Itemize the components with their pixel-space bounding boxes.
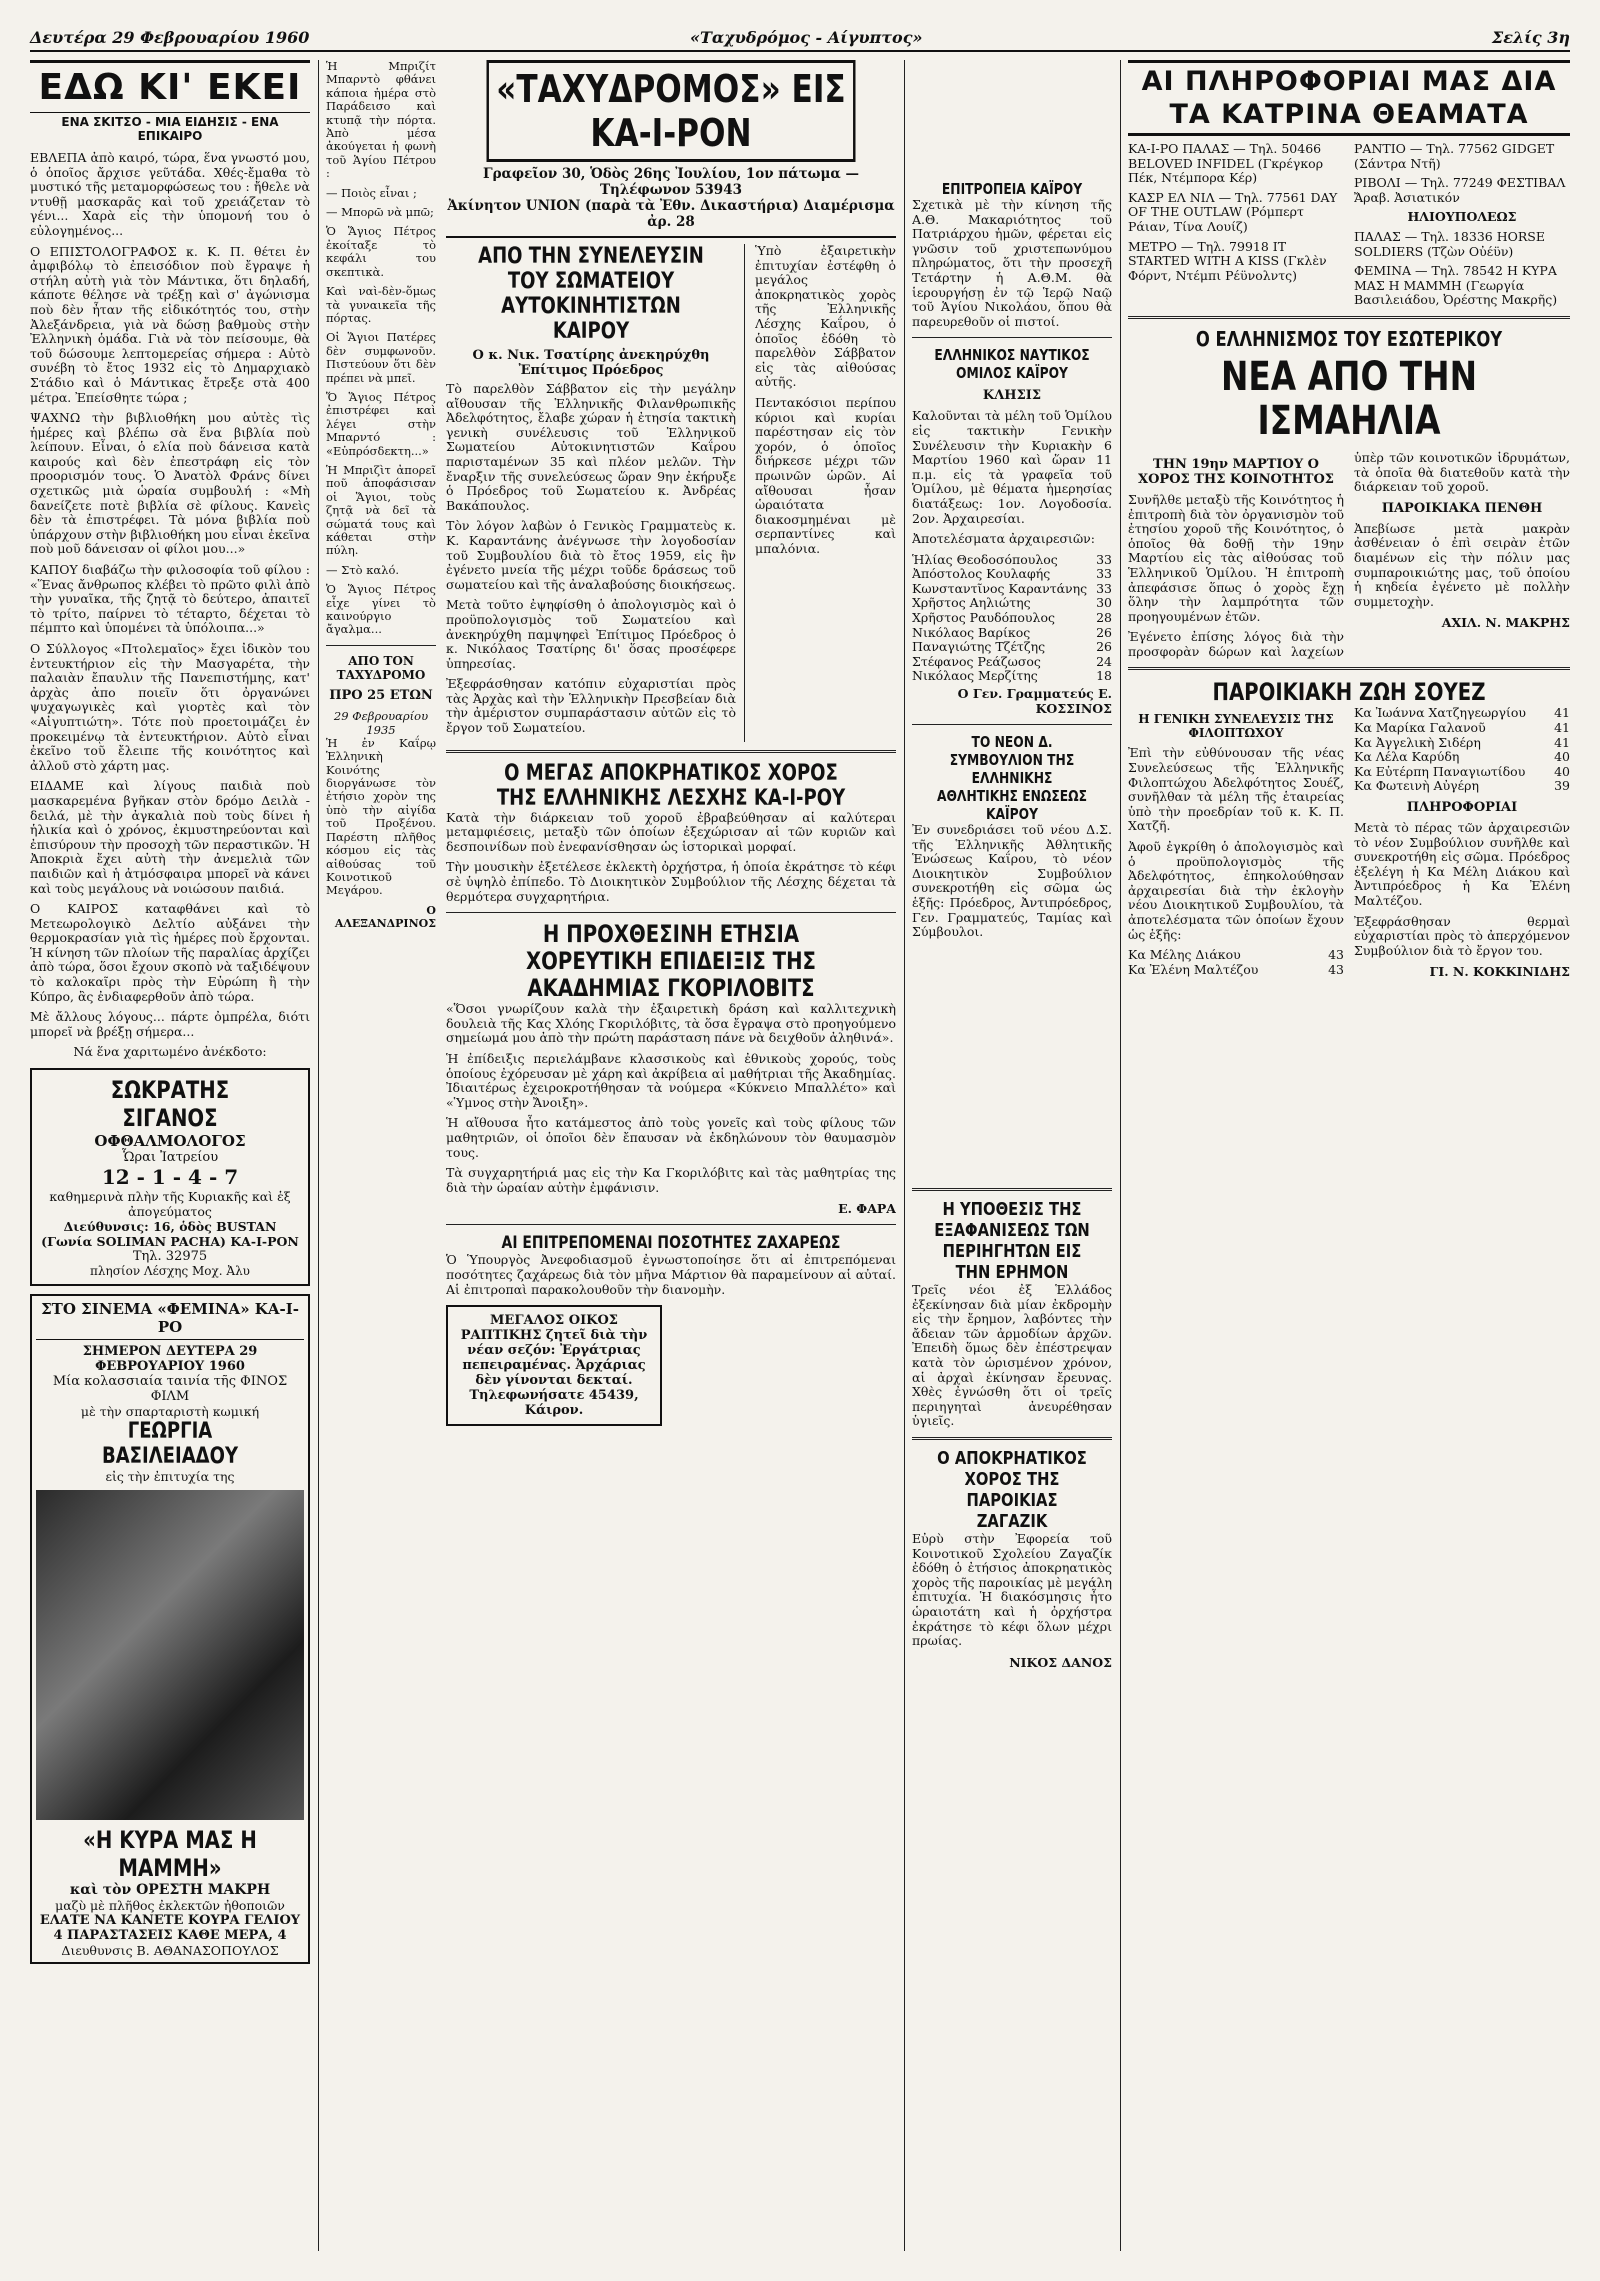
article-paragraph: Τὸ παρελθὸν Σάββατον εἰς τὴν μεγάλην αἴθουσαν τῆς Ἑλληνικῆς Φιλανθρωπικῆς Ἀδελφότητος, ἔλαβε χώραν ἡ ἐτησία τακτικὴ γενικὴ συνέλευσις τοῦ Ἑλληνικοῦ Σωματείου Αὐτοκινητιστῶν Καΐρου παρισταμένων 35 καὶ πλέον μελῶν. Τὴν ἔναρξιν τῆς συνελεύσεως ὥραν 9ην ἐκήρυξε ὁ Πρόεδρος τοῦ Σωματείου κ. Ἀνδρέας Βακάπουλος.	[446, 381, 736, 513]
column-cairo-main	[446, 60, 896, 2251]
result-row	[1354, 721, 1570, 736]
item-paragraph: ΨΑΧΝΩ τὴν βιβλιοθήκη μου αὐτὲς τὶς ἡμέρες καὶ βλέπω σὰ ἕνα βιβλία ποὺ λείπουν. Εἶναι, ὁ ελία ποὺ δάνεισα κατὰ καιρούς καὶ δὲν ἐπεστράφη εἰς τὸν προορισμόν τους. Ὁ Ἀνατὸλ Φράνς δίνει σχετικῶς μιὰ ὡραία συμβουλή : «Μὴ δανείζετε ποτὲ βιβλία σὲ φίλους. Κανεὶς δὲν τὰ ἐπιστρέφει. Τὰ μόνα βιβλία ποὺ ὑπάρχουν στὴν βιβλιοθήκη μου εἶναι ἐκεῖνα ποὺ μοῦ δάνεισαν οἱ φίλοι μου...»	[30, 410, 310, 557]
office-address-2: Ἀκίνητον UNION (παρὰ τὰ Ἐθν. Δικαστήρια) Διαμέρισμα ἀρ. 28	[446, 198, 896, 238]
anecdote-paragraph: — Μπορῶ νὰ μπῶ;	[326, 205, 434, 220]
ismailia-sub: ΠΑΡΟΙΚΙΑΚΑ ΠΕΝΘΗ	[1381, 500, 1543, 516]
item-paragraph: ΚΑΠΟΥ διαβάζω τὴν φιλοσοφία τοῦ φίλου : «Ἕνας ἄνθρωπος κλέβει τὸ πρῶτο φιλὶ ἀπὸ τὴν γυναῖκα, τῆς ζητᾷ τὸ δεύτερο, ἀπαιτεῖ τὸ τρίτο, παίρνει τὸ τέταρτο, δέχεται τὸ πέμπτο καὶ ὑπομένει τὰ ὑπόλοιπα...»	[30, 562, 310, 636]
column-edo-kiekei	[30, 60, 310, 2251]
cinema-listing: ΜΕΤΡΟ — Τηλ. 79918 IT STARTED WITH A KISS (Γκλὲν Φόρντ, Ντέμπι Ρέϋνολντς)	[1128, 238, 1327, 283]
cinema-today: ΣΗΜΕΡΟΝ ΔΕΥΤΕΡΑ 29 ΦΕΒΡΟΥΑΡΙΟΥ 1960	[82, 1344, 258, 1375]
divider	[912, 1188, 1112, 1191]
item-paragraph: Ο ΚΑΙΡΟΣ καταφθάνει καὶ τὸ Μετεωρολογικὸ Δελτίο αὐξάνει τὴν θερμοκρασίαν γιὰ τὶς ἡμέρες ποὺ ἔρχονται. Ἡ κίνηση τῶν πλοίων τῆς παραλίας ἀρχίζει ἀπὸ τώρα, ὅσοι ἔχουν σκοπὸ νὰ ταξιδέψουν τὸ καλοκαῖρι πρὸς τὴν Εὐρώπη ἢ τὴν Κύπρο, ἂς ἐνδιαφερθοῦν ἀπὸ τώρα.	[30, 901, 310, 1004]
result-row	[1354, 706, 1570, 721]
days-note: καθημερινὰ πλὴν τῆς Κυριακῆς καὶ ἑξ ἀπογεύματος	[49, 1189, 291, 1220]
cinema-listing: ΡΑΝΤΙΟ — Τηλ. 77562 GIDGET (Σάντρα Ντῆ)	[1354, 141, 1555, 171]
athletic-paragraph: Ἐν συνεδριάσει τοῦ νέου Δ.Σ. τῆς Ἑλληνικῆς Ἀθλητικῆς Ἑνώσεως Καΐρου, τὸ νέον Διοικητικὸν Συμβούλιον συνεκροτήθη εἰς σῶμα ὡς ἑξῆς: Πρόεδρος, Ἀντιπρόεδρος, Γεν. Γραμματεύς, Ταμίας καὶ Σύμβουλοι.	[912, 822, 1112, 940]
result-votes: 40	[1554, 763, 1570, 779]
cinema-label: ΣΤΟ ΣΙΝΕΜΑ «ΦΕΜΙΝΑ» ΚΑ-Ι-ΡΟ	[36, 1300, 304, 1340]
dance-paragraph: Ἡ αἴθουσα ἦτο κατάμεστος ἀπὸ τοὺς γονεῖς καὶ τοὺς φίλους τῶν μαθητριῶν, οἱ ὁποῖοι δὲν ἔπαυσαν νὰ ἐκδηλώνουν τὸν θαυμασμὸν τους.	[446, 1115, 896, 1160]
article-paragraph: Μετὰ τοῦτο ἐψηφίσθη ὁ ἀπολογισμὸς καὶ ὁ προϋπολογισμὸς τοῦ Σωματείου καὶ ἀνεκηρύχθη παμψηφεὶ Ἐπίτιμος Πρόεδρος ὁ κ. Νικόλαος Τσατίρης δι' ὅσας προσέφερε ὑπηρεσίας.	[446, 597, 736, 671]
anecdote-paragraph: Ἡ Μπριζίτ Μπαρντὸ φθάνει κάποια ἡμέρα στὸ Παράδεισο καὶ κτυπᾷ τὴν πόρτα. Ἀπὸ μέσα ἀκούγεται ἡ φωνὴ τοῦ Ἁγίου Πέτρου :	[326, 60, 436, 181]
section-banner: «ΤΑΧΥΔΡΟΜΟΣ» ΕΙΣ ΚΑ-Ι-ΡΟΝ	[487, 60, 856, 162]
anecdote-paragraph: Ὅ Ἅγιος Πέτρος ἐπιστρέφει καὶ λέγει στὴν Μπαρντό : «Εὐπρόσδεκτη...»	[326, 389, 436, 458]
tailor-ad: ΜΕΓΑΛΟΣ ΟΙΚΟΣ ΡΑΠΤΙΚΗΣ ζητεῖ διὰ τὴν νέαν σεζόν: Ἐργάτριας πεπειραμένας. Ἀρχάριας δὲν γίνονται δεκταί. Τηλεφωνήσατε 45439, Κάιρον.	[446, 1305, 662, 1426]
cinema-costar: καὶ τὸν ΟΡΕΣΤΗ ΜΑΚΡΗ	[69, 1882, 271, 1899]
doctor-title: ΟΦΘΑΛΜΟΛΟΓΟΣ	[94, 1132, 246, 1151]
result-name: Κα Ἰωάννα Χατζηγεωργίου	[1354, 705, 1527, 721]
result-row	[1354, 779, 1570, 794]
anecdote-paragraph: — Στὸ καλό.	[326, 562, 400, 577]
election-results	[912, 553, 1112, 684]
divider	[446, 750, 896, 753]
result-name: Κα Λέλα Καρύδη	[1354, 749, 1460, 765]
cinema-listing: ΦΕΜΙΝΑ — Τηλ. 78542 Η ΚΥΡΑ ΜΑΣ Η ΜΑΜΜΗ (Γεωργία Βασιλειάδου, Ὀρέστης Μακρῆς)	[1354, 263, 1558, 308]
ismailia-paragraph: Συνῆλθε μεταξὺ τῆς Κοινότητος ἡ ἐπιτροπὴ διὰ τὸν ὀργανισμὸν τοῦ ἐτησίου χοροῦ τῆς Κοινότητος, ὁ ὁποῖος θὰ δοθῇ τὴν 19ην Μαρτίου εἰς τὰς αἰθούσας τοῦ Ἑλληνικοῦ Ὁμίλου. Ἡ ἐπιτροπὴ ἀπεφάσισε ὅπως ὁ χορὸς ἔχῃ ὅλην τὴν λαμπρότητα τῶν προηγουμένων ἐτῶν.	[1128, 491, 1344, 624]
paper-name: «Ταχυδρόμος - Αίγυπτος»	[690, 28, 923, 47]
anecdote-intro: Νά ἕνα χαριτωμένο ἀνέκδοτο:	[73, 1044, 267, 1060]
divider	[446, 1224, 896, 1225]
item-paragraph: Μὲ ἄλλους λόγους... πάρτε ὀμπρέλα, διότι μπορεῖ νὰ βρέξῃ σήμερα...	[30, 1009, 310, 1039]
film-still-photo	[36, 1490, 304, 1820]
ismailia-title: ΝΕΑ ΑΠΟ ΤΗΝ ΙΣΜΑΗΛΙΑ	[1220, 353, 1478, 444]
doctor-address: Διεύθυνσις: 16, ὁδὸς BUSTAN (Γωνία SOLIMAN PACHA) ΚΑ-Ι-ΡΟΝ	[41, 1219, 299, 1250]
suez-paragraph: Ἐξεφράσθησαν θερμαὶ εὐχαριστίαι πρὸς τὸ ἀπερχόμενον Συμβούλιον διὰ τὸ ἔργον του.	[1354, 913, 1570, 958]
theater-title: ΑΙ ΠΛΗΡΟΦΟΡΙΑΙ ΜΑΣ ΔΙΑ ΤΑ ΚΑΤΡΙΝΑ ΘΕΑΜΑΤΑ	[1128, 60, 1570, 136]
issue-date: Δευτέρα 29 Φεβρουαρίου 1960	[30, 28, 310, 47]
history-text: Ἡ ἐν Καΐρῳ Ἑλληνικὴ Κοινότης διοργάνωσε τὸν ἐτήσιο χορὸν της ὑπὸ τὴν αἰγίδα τοῦ Προξένου. Παρέστη πλῆθος κόσμου εἰς τὰς αἰθούσας τοῦ Κοινοτικοῦ Μεγάρου.	[326, 735, 436, 898]
cinema-listing: ΚΑΣΡ ΕΛ ΝΙΛ — Τηλ. 77561 DAY OF THE OUTLAW (Ρόμπερτ Ράιαν, Τίνα Λουίζ)	[1128, 189, 1338, 234]
result-row	[1354, 765, 1570, 780]
result-name: Κα Εὐτέρπη Παναγιωτίδου	[1354, 763, 1526, 779]
result-name: Χρῆστος Ραυδόπουλος	[912, 610, 1055, 626]
suez-body	[1128, 706, 1570, 982]
cinema-shows: 4 ΠΑΡΑΣΤΑΣΕΙΣ ΚΑΘΕ ΜΕΡΑ, 4	[53, 1928, 287, 1944]
doctor-name: ΣΩΚΡΑΤΗΣ ΣΙΓΑΝΟΣ	[110, 1076, 230, 1133]
doctor-phone: Τηλ. 32975	[132, 1249, 208, 1265]
hours-value: 12 - 1 - 4 - 7	[101, 1165, 239, 1190]
article-paragraph: Ὑπὸ ἐξαιρετικὴν ἐπιτυχίαν ἐστέφθη ὁ μεγάλος ἀποκρηατικὸς χορὸς τῆς Ἑλληνικῆς Λέσχης Καΐρου, ὁ ὁποῖος ἐδόθη τὸ παρελθὸν Σάββατον εἰς τὰς αἰθούσας αὐτῆς.	[755, 244, 896, 390]
sugar-title: ΑΙ ΕΠΙΤΡΕΠΟΜΕΝΑΙ ΠΟΣΟΤΗΤΕΣ ΖΑΧΑΡΕΩΣ	[501, 1233, 841, 1254]
result-name: Ἡλίας Θεοδοσόπουλος	[912, 551, 1058, 567]
result-votes: 30	[1096, 595, 1112, 611]
divider	[326, 645, 436, 646]
divider	[912, 724, 1112, 725]
history-sub: ΑΠΟ ΤΟΝ ΤΑΧΥΔΡΟΜΟ	[336, 653, 426, 682]
history-title: ΠΡΟ 25 ΕΤΩΝ	[329, 687, 433, 703]
divider	[912, 1437, 1112, 1440]
result-row	[1354, 736, 1570, 751]
article-paragraph: Τὸν λόγον λαβὼν ὁ Γενικὸς Γραμματεὺς κ. Κ. Καραντάνης ἀνέγνωσε τὴν λογοδοσίαν τοῦ Συμβουλίου διὰ τὸ ἔτος 1959, εἰς ἣν ἐγένετο μνεία τῆς μέχρι τοῦδε δράσεως τοῦ σωματείου καὶ τῆς ἀναλαβούσης διοικήσεως.	[446, 518, 736, 592]
result-name: Κα Μέλης Διάκου	[1128, 947, 1241, 963]
office-address: Γραφεῖον 30, Ὁδὸς 26ης Ἰουλίου, 1ον πάτωμα — Τηλέφωνον 53943	[482, 166, 859, 198]
result-row	[912, 596, 1112, 611]
zagazig-paragraph: Εὐρὺ στὴν Ἐφορεία τοῦ Κοινοτικοῦ Σχολείου Ζαγαζίκ ἐδόθη ὁ ἐτήσιος ἀποκρηατικὸς χορὸς τῆς παροικίας μὲ μεγάλη ἐπιτυχία. Ἡ διακόσμησις ἦτο ὡραιοτάτη καὶ ἡ ὀρχήστρα ἐκράτησε τὸ κέφι ὅλων μέχρι πρωίας.	[912, 1530, 1112, 1649]
result-name: Παναγιώτης Τζέτζης	[912, 639, 1046, 655]
club-signature: Ο Γεν. Γραμματεύς Ε. ΚΟΣΣΙΝΟΣ	[957, 686, 1112, 717]
cinema-listing: ΗΛΙΟΥΠΟΛΕΩΣ	[1407, 209, 1517, 225]
anecdote-paragraph: Ἡ Μπριζὶτ ἀπορεῖ ποῦ ἀποφάσισαν οἱ Ἅγιοι, τοὺς ζητᾷ νὰ δεῖ τὰ σώματά τους καὶ κάθεται στὴν πύλη.	[326, 462, 436, 558]
cinema-listing: ΠΑΛΑΣ — Τηλ. 18336 HORSE SOLDIERS (Τζὼν Οὐέϋν)	[1354, 228, 1545, 259]
result-name: Ἀπόστολος Κουλαφής	[912, 566, 1051, 582]
column-rule	[904, 60, 905, 2251]
club-title: ΕΛΛΗΝΙΚΟΣ ΝΑΥΤΙΚΟΣ ΟΜΙΛΟΣ ΚΑΪΡΟΥ	[934, 346, 1090, 383]
page-number: Σελίς 3η	[1491, 28, 1570, 47]
notice-paragraph: Σχετικὰ μὲ τὴν κίνηση τῆς Α.Θ. Μακαριότητος τοῦ Πατριάρχου ἡμῶν, φέρεται εἰς γνῶσιν τοῦ χριστεπωνύμου πληρώματος, ὅτι τὴν προσεχῆ Τετάρτην ἡ Α.Θ.Μ. θὰ ἱερουργήσῃ ἐν τῷ Ἱερῷ Ναῷ τοῦ Ἁγίου Νικολάου, ὅπου θὰ παρευρεθοῦν οἱ πιστοί.	[912, 197, 1112, 329]
ismailia-paragraph: Ἐγένετο ἐπίσης λόγος διὰ τὴν προσφορὰν δώρων καὶ λαχείων ὑπὲρ τῶν κοινοτικῶν ἱδρυμάτων, τὰ ὁποῖα θὰ διατεθοῦν κατὰ τὴν διάρκειαν τοῦ χοροῦ.	[1128, 449, 1570, 659]
result-name: Νικόλαος Μερζίτης	[912, 668, 1038, 684]
result-name: Νικόλαος Βαρίκος	[912, 624, 1031, 640]
suez-title: ΠΑΡΟΙΚΙΑΚΗ ΖΩΗ ΣΟΥΕΖ	[1212, 678, 1486, 707]
result-votes: 43	[1328, 961, 1344, 977]
result-votes: 41	[1554, 720, 1570, 736]
result-votes: 33	[1096, 566, 1112, 582]
result-name: Στέφανος Ρεάζωσος	[912, 653, 1041, 669]
item-paragraph: Ο Σύλλογος «Πτολεμαῖος» ἔχει ἰδικὸν του ἐντευκτήριον εἰς τὴν Μασγαρέτα, τὴν παλαιὰν ἔπαυλιν τῆς Πανεπιστήμης, κατ' ἀρχὰς ἀπο ποιεῖν ὅτι ὀργανώνει ψυχαγωγικὲς καὶ γιορτὲς καὶ τὸν «Αἰγυπτιώτη». Τότε ποὺ προετοιμάζει ἐν προκειμένῳ τὰ ἐντευκτήριον. Αὐτὸ εἶναι ἐκεῖνο τοῦ ἔλειπε τῆς κοινότητος καὶ ἀλλοῦ στὸ χάρτη μας.	[30, 641, 310, 773]
cinema-hit: εἰς τὴν ἐπιτυχία της	[105, 1469, 235, 1485]
result-votes: 24	[1096, 653, 1112, 669]
zagazig-signature: ΝΙΚΟΣ ΔΑΝΟΣ	[1009, 1654, 1112, 1670]
column-subtitle: ΕΝΑ ΣΚΙΤΣΟ - ΜΙΑ ΕΙΔΗΣΙΣ - ΕΝΑ ΕΠΙΚΑΙΡΟ	[61, 115, 279, 143]
suez-paragraph: Ἀφοῦ ἐγκρίθη ὁ ἀπολογισμὸς καὶ ὁ προϋπολογισμὸς τῆς Ἀδελφότητος, ἐπηκολούθησαν ἀρχαιρεσίαι διὰ τὴν ἐκλογὴν νέου Διοικητικοῦ Συμβουλίου, τὰ ἀποτελέσματα τῶν ὁποίων ἔχουν ὡς ἑξῆς:	[1128, 839, 1344, 942]
sugar-text: Ὁ Ὑπουργὸς Ἀνεφοδιασμοῦ ἐγνωστοποίησε ὅτι αἱ ἐπιτρεπόμεναι ποσότητες ζαχάρεως διὰ τὸν μῆνα Μάρτιον θὰ παραμείνουν αἱ αὐταί. Αἱ ἐπιτροπαὶ παρακολουθοῦν τὴν διανομὴν.	[446, 1252, 896, 1297]
dance-paragraph: «Ὅσοι γνωρίζουν καλὰ τὴν ἐξαιρετικὴ δράση καὶ καλλιτεχνικὴ δουλειὰ τῆς Κας Χλόης Γκοριλόβιτς, τὰ ὅσα ἔγραψα στὸ προηγούμενο σημείωμά μου ἀπὸ τὴν πρώτη παράσταση πάνε νὰ δειχθοῦν ἀληθινά».	[446, 1001, 896, 1046]
result-row	[912, 655, 1112, 670]
anecdote-paragraph: Ὁ Ἅγιος Πέτρος εἶχε γίνει τὸ καινούργιο ἄγαλμα...	[326, 582, 436, 637]
result-row	[912, 553, 1112, 568]
divider	[1128, 667, 1570, 670]
anecdote-paragraph: — Ποιὸς εἶναι ;	[326, 185, 417, 200]
item-paragraph: ΕΒΛΕΠΑ ἀπὸ καιρό, τώρα, ἕνα γνωστό μου, ὁ ὁποῖος ἄρχισε γεῦτάδα. Χθές-ἔμαθα τὸ μυστικό τῆς μεταμορφώσεως του : ἤθελε νὰ ντυθῇ μασκαρᾶς καὶ τοῦ χρειάζεταν τὸ γένι... Χαρὰ εἰς τὴν ὑπομονή του ὁ εὐλογημένος...	[30, 150, 310, 238]
result-row	[912, 669, 1112, 684]
ismailia-sub: ΤΗΝ 19ην ΜΑΡΤΙΟΥ Ο ΧΟΡΟΣ ΤΗΣ ΚΟΙΝΟΤΗΤΟΣ	[1138, 456, 1334, 487]
dance-signature: Ε. ΦΑΡΑ	[838, 1201, 896, 1217]
masthead	[30, 28, 1570, 52]
anecdote-paragraph: Ὁ Ἅγιος Πέτρος ἐκοίταξε τὸ κεφάλι του σκεπτικὰ.	[326, 224, 436, 279]
history-date: 29 Φεβρουαρίου 1935	[333, 708, 429, 737]
result-votes: 26	[1096, 624, 1112, 640]
dance-paragraph: Τὰ συγχαρητήριά μας εἰς τὴν Κα Γκοριλόβιτς καὶ τὰς μαθητρίας της διὰ τὴν ὡραίαν αὐτὴν ἐμφάνισιν.	[446, 1165, 896, 1195]
column-rule	[318, 60, 319, 2251]
zagazig-title: Ο ΑΠΟΚΡΗΑΤΙΚΟΣ ΧΟΡΟΣ ΤΗΣ ΠΑΡΟΙΚΙΑΣ ΖΑΓΑΖΙΚ	[937, 1447, 1087, 1532]
cinema-with: μὲ τὴν σπαρταριστὴ κωμική	[80, 1404, 260, 1420]
result-votes: 28	[1096, 610, 1112, 626]
doctor-ad	[30, 1068, 310, 1286]
hours-label: Ὧραι Ἰατρείου	[121, 1150, 219, 1166]
article-paragraph: Πεντακόσιοι περίπου κύριοι καὶ κυρίαι παρέστησαν εἰς τὸν χορόν, ὁ ὁποῖος διήρκεσε μέχρι τῶν πρωινῶν ὡρῶν. Αἱ αἴθουσαι ἦσαν ὡραιότατα διακοσμημέναι μὲ σερπαντίνες καὶ μπαλόνια.	[755, 394, 896, 556]
col3-side	[755, 244, 896, 562]
ismailia-signature: ΑΧΙΛ. Ν. ΜΑΚΡΗΣ	[1441, 615, 1570, 631]
suez-sub: Η ΓΕΝΙΚΗ ΣΥΝΕΛΕΥΣΙΣ ΤΗΣ ΦΙΛΟΠΤΩΧΟΥ	[1138, 712, 1334, 741]
ball-paragraph: Τὴν μουσικὴν ἐξετέλεσε ἐκλεκτὴ ὀρχήστρα, ἡ ὁποία ἐκράτησε τὸ κέφι σὲ ὑψηλὸ ἐπίπεδο. Τὸ Διοικητικὸν Συμβούλιον τῆς Λέσχης δέχεται τὰ θερμότερα συγχαρητήρια.	[446, 859, 896, 904]
column-title: ΕΔΩ ΚΙ' ΕΚΕΙ	[30, 60, 310, 113]
result-votes: 43	[1328, 947, 1344, 963]
notice-title: ΕΠΙΤΡΟΠΕΙΑ ΚΑΪΡΟΥ	[941, 180, 1083, 198]
result-votes: 41	[1554, 734, 1570, 750]
suez-paragraph: Ἐπὶ τὴν εὐθύνουσαν τῆς νέας Συνελεύσεως τῆς Ἑλληνικῆς Φιλοπτώχου Ἀδελφότητος Σουέζ, συνῆλθαν τὰ μέλη τῆς ἑταιρείας ὑπὸ τὴν προεδρίαν τοῦ κ. Κ. Π. Χατζῆ.	[1128, 745, 1344, 834]
column-rule	[1120, 60, 1121, 2251]
ismailia-body	[1128, 451, 1570, 660]
ball-title: Ο ΜΕΓΑΣ ΑΠΟΚΡΗΑΤΙΚΟΣ ΧΟΡΟΣ ΤΗΣ ΕΛΛΗΝΙΚΗΣ ΛΕΣΧΗΣ ΚΑ-Ι-ΡΟΥ	[496, 760, 846, 811]
club-paragraph: Καλοῦνται τὰ μέλη τοῦ Ὁμίλου εἰς τακτικὴν Γενικὴν Συνέλευσιν τὴν Κυριακὴν 6 Μαρτίου 1960 καὶ ὥραν 11 π.μ. εἰς τὰ γραφεῖα τοῦ Ὁμίλου, μὲ θέματα ἡμερησίας διατάξεως: 1ον. Λογοδοσία. 2ον. Ἀρχαιρεσίαι.	[912, 408, 1112, 526]
anecdote-paragraph: Καὶ ναὶ-δὲν-ὅμως τὰ γυναικεῖα τῆς πόρτας.	[326, 284, 436, 325]
ismailia-paragraph: Ἀπεβίωσε μετὰ μακρὰν ἀσθένειαν ὁ ἐπὶ σειρὰν ἐτῶν διαμένων εἰς τὴν πόλιν μας συμπαροικιώτης μας, τοῦ ὁποίου ἡ κηδεία ἐγένετο μὲ πολλὴν συμμετοχὴν.	[1354, 520, 1570, 609]
history-signature: Ο ΑΛΕΞΑΝΔΡΙΝΟΣ	[334, 903, 436, 930]
doctor-note: πλησίον Λέσχης Μοχ. Ἀλυ	[90, 1264, 250, 1279]
result-row	[1128, 948, 1344, 963]
divider	[446, 912, 896, 913]
item-paragraph: ΕΙΔΑΜΕ καὶ λίγους παιδιὰ ποὺ μασκαρεμένα βγῆκαν στὸν δρόμο Δειλὰ - δειλά, μὲ τὴν ἀγκαλιὰ ποὺ τοὺς δίνει ἡ ἡλικία καὶ ὁ χρόνος, ἐκμυστηρεύονται καὶ ἐπισύρουν τὴν προσοχὴ τῶν περαστικῶν. Ἡ Ἀποκριὰ ἔχει αὐτὴ τὴν ἀνεμελιὰ τῶν παιδιῶν καὶ ἡ ἀτμόσφαιρα μπορεῖ νὰ κάνει καὶ τοὺς μεγάλους νὰ νοιώσουν παιδιά.	[30, 778, 310, 896]
result-votes: 26	[1096, 639, 1112, 655]
result-votes: 40	[1554, 749, 1570, 765]
suez-signature: ΓΙ. Ν. ΚΟΚΚΙΝΙΔΗΣ	[1429, 964, 1570, 980]
athletic-title: ΤΟ ΝΕΟΝ Δ. ΣΥΜΒΟΥΛΙΟΝ ΤΗΣ ΕΛΛΗΝΙΚΗΣ ΑΘΛΗΤΙΚΗΣ ΕΝΩΣΕΩΣ ΚΑΪΡΟΥ	[936, 733, 1088, 824]
result-row	[1354, 750, 1570, 765]
result-votes: 41	[1554, 705, 1570, 721]
result-name: Κα Ἀγγελικὴ Σιδέρη	[1354, 734, 1481, 750]
cinema-listing: ΡΙΒΟΛΙ — Τηλ. 77249 ΦΕΣΤΙΒΑΛ Ἄραβ. Ἀσιατικόν	[1354, 175, 1566, 205]
ball-paragraph: Κατὰ τὴν διάρκειαν τοῦ χοροῦ ἐβραβεύθησαν αἱ καλύτεραι μεταμφιέσεις, μεταξὺ τῶν ὁποίων ἐξεχώρισαν αἱ τῶν κυριῶν καὶ δεσποινίδων ποὺ ἐνεφανίσθησαν ὡς ἱστορικαὶ μορφαί.	[446, 809, 896, 854]
cinema-list	[1128, 142, 1570, 308]
desert-paragraph: Τρεῖς νέοι ἐξ Ἑλλάδος ἐξεκίνησαν διὰ μίαν ἐκδρομὴν εἰς τὴν ἔρημον, λαβόντες τὴν ἄδειαν τῶν ἀρμοδίων ἀρχῶν. Ἐπειδὴ ὅμως δὲν ἐπέστρεψαν κατὰ τὸν ὡρισμένον χρόνον, αἱ ἀρχαὶ ἐκίνησαν ἔρευνας. Χθὲς ἐγνώσθη ὅτι οἱ τρεῖς περιηγηταὶ ἀνευρέθησαν ὑγιεῖς.	[912, 1282, 1112, 1429]
article-title: ΑΠΟ ΤΗΝ ΣΥΝΕΛΕΥΣΙΝ ΤΟΥ ΣΩΜΑΤΕΙΟΥ ΑΥΤΟΚΙΝΗΤΙΣΤΩΝ ΚΑΙΡΟΥ	[478, 244, 704, 344]
results-intro: Ἀποτελέσματα ἀρχαιρεσιῶν:	[912, 531, 1095, 547]
result-name: Κα Φωτεινὴ Αὐγέρη	[1354, 778, 1479, 794]
desert-title: Η ΥΠΟΘΕΣΙΣ ΤΗΣ ΕΞΑΦΑΝΙΣΕΩΣ ΤΩΝ ΠΕΡΙΗΓΗΤΩΝ ΕΙΣ ΤΗΝ ΕΡΗΜΟΝ	[934, 1199, 1090, 1283]
article-paragraph: Ἐξεφράσθησαν κατόπιν εὐχαριστίαι πρὸς τὰς Ἀρχὰς καὶ τὴν Ἑλληνικὴν Πρεσβείαν διὰ τὴν ἀμέριστον συμπαράστασιν αὐτῶν εἰς τὸ ἔργον τοῦ Σωματείου.	[446, 676, 736, 736]
result-name: Κα Μαρίκα Γαλανοῦ	[1354, 720, 1486, 736]
divider	[912, 337, 1112, 338]
result-votes: 39	[1554, 778, 1570, 794]
article-subtitle: Ο κ. Νικ. Τσατίρης ἀνεκηρύχθη Ἐπίτιμος Πρόεδρος	[472, 348, 710, 378]
result-row	[912, 582, 1112, 597]
cinema-desc: Μία κολασσιαία ταινία τῆς ΦΙΝΟΣ ΦΙΛΜ	[52, 1374, 288, 1405]
result-row	[1128, 963, 1344, 978]
result-votes: 33	[1096, 551, 1112, 567]
result-name: Κωνσταντῖνος Καραντάνης	[912, 580, 1088, 596]
result-name: Χρῆστος Αηλιώτης	[912, 595, 1031, 611]
result-votes: 18	[1096, 668, 1112, 684]
section-title: Ο ΕΛΛΗΝΙΣΜΟΣ ΤΟΥ ΕΣΩΤΕΡΙΚΟΥ	[1195, 326, 1503, 351]
divider	[1128, 316, 1570, 319]
cinema-listing: ΚΑ-Ι-ΡΟ ΠΑΛΑΣ — Τηλ. 50466 BELOVED INFIDEL (Γκρέγκορ Πέκ, Ντέμπορα Κέρ)	[1128, 141, 1324, 186]
anecdote-paragraph: Οἱ Ἅγιοι Πατέρες δὲν συμφωνοῦν. Πιστεύουν ὅτι δὲν πρέπει νὰ μπεῖ.	[326, 330, 436, 385]
cinema-cta: ΕΛΑΤΕ ΝΑ ΚΑΝΕΤΕ ΚΟΥΡΑ ΓΕΛΙΟΥ	[39, 1913, 301, 1929]
column-region	[1128, 60, 1570, 2251]
result-row	[912, 611, 1112, 626]
dance-title: Η ΠΡΟΧΘΕΣΙΝΗ ΕΤΗΣΙΑ ΧΟΡΕΥΤΙΚΗ ΕΠΙΔΕΙΞΙΣ ΤΗΣ ΑΚΑΔΗΜΙΑΣ ΓΚΟΡΙΛΟΒΙΤΣ	[526, 920, 816, 1003]
cinema-more: μαζὺ μὲ πλῆθος ἐκλεκτῶν ἠθοποιῶν	[55, 1898, 285, 1914]
film-title: «Η ΚΥΡΑ ΜΑΣ Η ΜΑΜΜΗ»	[83, 1826, 257, 1883]
suez-sub: ΠΛΗΡΟΦΟΡΙΑΙ	[1406, 800, 1518, 816]
column-anecdote	[326, 60, 436, 2251]
result-row	[912, 640, 1112, 655]
result-row	[912, 567, 1112, 582]
suez-paragraph: Μετὰ τὸ πέρας τῶν ἀρχαιρεσιῶν τὸ νέον Συμβούλιον συνῆλθε καὶ συνεκροτήθη εἰς σῶμα. Πρόεδρος ἐξελέγη ἡ Κα Μέλη Διάκου καὶ Ἀντιπρόεδρος ἡ Κα Ἐλένη Μαλτέζου.	[1354, 820, 1570, 908]
cinema-director: Διευθυνσις Β. ΑΘΑΝΑΣΟΠΟΥΛΟΣ	[61, 1943, 279, 1959]
result-row	[912, 626, 1112, 641]
result-votes: 33	[1096, 580, 1112, 596]
club-sub: ΚΛΗΣΙΣ	[982, 388, 1042, 404]
assembly-article	[446, 244, 745, 742]
dance-paragraph: Ἡ ἐπίδειξις περιελάμβανε κλασσικοὺς καὶ ἐθνικοὺς χορούς, τοὺς ὁποίους ἐχόρευσαν μὲ χάρη καὶ ἀκρίβεια αἱ μαθήτριαι τῆς Ἀκαδημίας. Ἰδιαιτέρως ἐχειροκροτήθησαν τὰ νούμερα «Κύκνειο Μπαλλέτο» καὶ «Ὑμνος στὴν Ἄνοιξη».	[446, 1051, 896, 1110]
result-name: Κα Ἐλένη Μαλτέζου	[1128, 961, 1259, 977]
column-lower	[912, 1180, 1112, 2251]
item-paragraph: Ο ΕΠΙΣΤΟΛΟΓΡΑΦΟΣ κ. Κ. Π. θέτει ἐν ἀμφιβόλῳ τὸ ἐπεισόδιον ποὺ ἔγραψε ἡ στήλη αὐτὴ γιὰ τὸν Μάντικα, ὅτι δηλαδή, κάποτε θέλησε νὰ τρέξῃ καὶ σ' ἀγώνισμα ποὺ δὲν ἦταν τῆς εἰδικότητός του, στὴν Ἀλεξάνδρεια, γιὰ νὰ δώσῃ βαθμοὺς στὴν Ἐλληνικὴ ὁμάδα. Γιὰ νὰ τὸν πείσουμε, θὰ τοῦ δώσουμε λεπτομερείας σήμερα : Αὐτὸ συνέβη τὸ ἔτος 1932 εἰς τὸ Δημαρχιακὸ Στάδιο καὶ ὁ Μάντικας ἔτρεξε στὰ 400 μέτρα. Ἐπείσθητε τώρα ;	[30, 243, 310, 405]
cinema-star: ΓΕΩΡΓΙΑ ΒΑΣΙΛΕΙΑΔΟΥ	[101, 1419, 239, 1470]
cinema-ad	[30, 1294, 310, 1964]
